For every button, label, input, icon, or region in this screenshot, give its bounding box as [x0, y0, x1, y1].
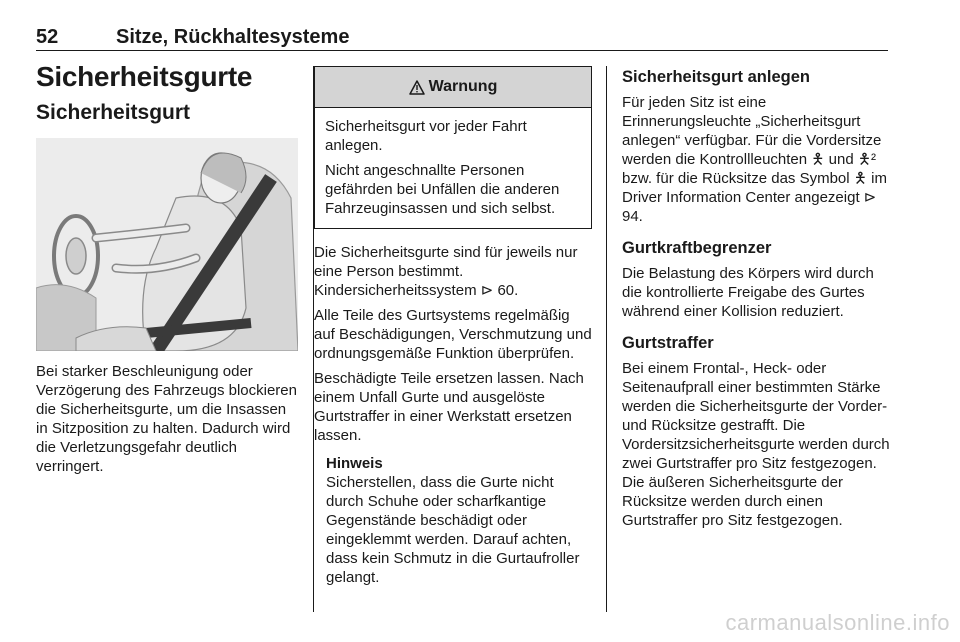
paragraph-3: Beschädigte Teile ersetzen lassen. Nach einem Unfall Gurte und ausgelöste Gurtstraffer in einer Werkstatt ersetzen lassen.	[314, 370, 584, 444]
body-paragraph: Bei starker Beschleunigung oder Verzögerung des Fahrzeugs blockieren die Sicherheitsgurte, um die Insassen in Sitzposition zu halten. Dadurch wird die Verletzungsgefahr deutlich verringert.	[36, 363, 297, 475]
column-3	[622, 66, 890, 530]
section-heading: Sicherheitsgurt anlegen	[622, 68, 810, 86]
column-1	[36, 60, 298, 476]
chapter-title: Sitze, Rückhaltesysteme	[116, 26, 350, 48]
section-fasten-belt	[622, 66, 890, 226]
paragraph-1: Die Sicherheitsgurte sind für jeweils nur eine Person bestimmt. Kindersicherheitssystem ⊳ 60.	[314, 244, 578, 299]
header-rule	[36, 50, 888, 51]
warning-triangle-icon	[409, 80, 425, 95]
seatbelt-illustration	[36, 138, 298, 351]
section-heading: Gurtkraftbegrenzer	[622, 239, 772, 257]
warning-paragraph-2: Nicht angeschnallte Personen gefährden bei Unfällen die anderen Fahrzeuginsassen und sich selbst.	[325, 162, 560, 217]
section-pretensioner	[622, 332, 890, 530]
watermark: carmanualsonline.info	[725, 610, 950, 635]
warning-title: Warnung	[428, 78, 498, 95]
paragraph-2: Alle Teile des Gurtsystems regelmäßig auf Beschädigungen, Verschmutzung und ordnungsgemäße Funktion überprüfen.	[314, 307, 592, 362]
section-text: Bei einem Frontal-, Heck- oder Seitenaufprall einer bestimmten Stärke werden die Sicherheitsgurte der Vorder- und Rücksitze gestrafft. Die Vordersitzsicherheitsgurte werden durch zwei Gurtstraffer pro Sitz festgezogen. Die äußeren Sicherheitsgurte der Rücksitze werden durch einen Gurtstraffer pro Sitz festgezogen.	[622, 360, 890, 529]
section-heading: Gurtstraffer	[622, 334, 714, 352]
driver-seatbelt-image	[36, 138, 298, 351]
section-text: Für jeden Sitz ist eine Erinnerungsleuchte „Sicherheitsgurt anlegen“ verfügbar. Für die Vordersitze werden die Kontrollleuchten 🯅 und 🯅² bzw. für die Rücksitze das Symbol 🯅 im Driver Information Center angezeigt ⊳ 94.	[622, 94, 887, 225]
subsection-title: Sicherheitsgurt	[36, 101, 191, 124]
column-2	[314, 66, 592, 587]
warning-body	[315, 108, 591, 228]
section-title: Sicherheitsgurte	[36, 61, 253, 92]
warning-box	[314, 66, 592, 229]
page-header	[36, 26, 888, 50]
section-force-limiter	[622, 237, 890, 321]
note-title: Hinweis	[326, 455, 383, 472]
section-text: Die Belastung des Körpers wird durch die kontrollierte Freigabe des Gurtes während einer Kollision reduziert.	[622, 265, 874, 320]
note-box	[326, 454, 592, 587]
warning-header	[315, 67, 591, 108]
page-number: 52	[36, 26, 59, 48]
note-text: Sicherstellen, dass die Gurte nicht durch Schuhe oder scharfkantige Gegenstände beschädigt oder eingeklemmt werden. Darauf achten, dass kein Schmutz in die Gurtaufroller gelangt.	[326, 474, 580, 586]
warning-paragraph-1: Sicherheitsgurt vor jeder Fahrt anlegen.	[325, 118, 527, 154]
column-divider-2	[606, 66, 607, 612]
